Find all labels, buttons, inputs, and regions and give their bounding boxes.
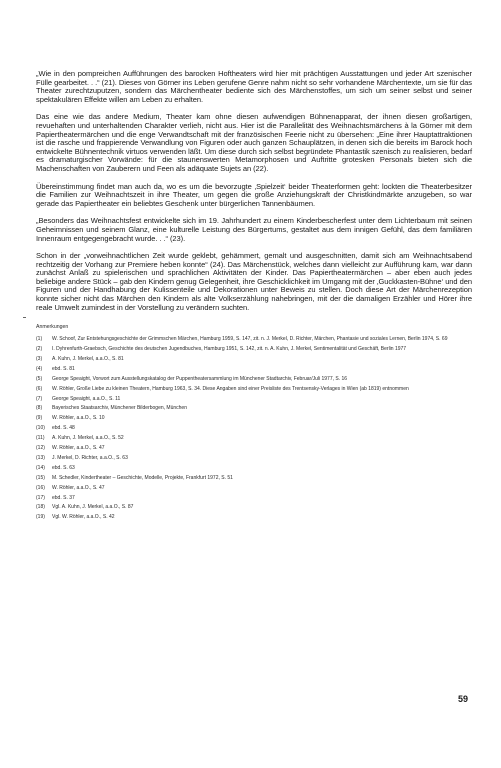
paragraph: „Wie in den pompreichen Aufführungen des barocken Hoftheaters wird hier mit prächtigen Ausstattungen und jeder Art szenischer Fülle gearbeitet. . .“ (21). Dieses von Görner ins Leben gerufene Genre nahm nicht so sehr vorhandene Märchentexte, um sie für das Theater zurechtzuputzen, sondern das Märchentheater bediente sich des Märchenstoffes, um sich um seiner selbst und seiner spektakulären Effekte willen am Leben zu erhalten. xyxy=(36,69,472,104)
page-number: 59 xyxy=(458,694,469,704)
note-number: (16) xyxy=(36,484,45,491)
note-item xyxy=(36,346,472,352)
note-item xyxy=(36,356,472,362)
notes-heading: Anmerkungen xyxy=(36,324,69,331)
note-item xyxy=(36,386,472,392)
note-text: W. Röhler, Große Liebe zu kleinen Theatern, Hamburg 1963, S. 34. Diese Angaben sind einer Preisliste des Trentsensky-Verlages in Wien (ab 1819) entnommen xyxy=(52,385,409,392)
body-text xyxy=(36,70,472,312)
note-text: A. Kuhn, J. Merkel, a.a.O., S. 52 xyxy=(52,435,124,442)
note-number: (19) xyxy=(36,514,45,521)
note-text: Vgl. W. Röhler, a.a.O., S. 42 xyxy=(52,514,115,521)
note-number: (11) xyxy=(36,435,45,442)
note-item xyxy=(36,455,472,461)
note-text: ebd. S. 48 xyxy=(52,425,75,432)
note-item xyxy=(36,475,472,481)
note-text: I. Dyhrenfurth-Graebsch, Geschichte des deutschen Jugendbuches, Hamburg 1951, S. 142, zit. n. A. Kuhn, J. Merkel, Sentimentalität und Geschäft, Berlin 1977 xyxy=(52,346,407,353)
note-text: A. Kuhn, J. Merkel, a.a.O., S. 81 xyxy=(52,356,124,363)
note-item xyxy=(36,366,472,372)
note-item xyxy=(36,514,472,520)
note-number: (13) xyxy=(36,454,45,461)
notes-list xyxy=(36,336,472,520)
note-item xyxy=(36,465,472,471)
note-text: George Speaight, Vorwort zum Ausstellungskatalog der Puppentheatersammlung im Münchener Stadtarchiv, Februar/Juli 1977, S. 16 xyxy=(52,375,348,382)
note-item xyxy=(36,405,472,411)
note-item xyxy=(36,504,472,510)
note-text: M. Schedler, Kindertheater – Geschichte, Modelle, Projekte, Frankfurt 1972, S. 51 xyxy=(52,474,233,481)
note-item xyxy=(36,396,472,402)
note-number: (17) xyxy=(36,494,45,501)
note-text: Vgl. A. Kuhn, J. Merkel, a.a.O., S. 87 xyxy=(52,504,134,511)
note-text: W. Röhler, a.a.O., S. 47 xyxy=(52,484,105,491)
note-number: (12) xyxy=(36,445,45,452)
note-number: (15) xyxy=(36,474,45,481)
note-text: George Speaight, a.a.O., S. 11 xyxy=(52,395,121,402)
margin-mark xyxy=(23,317,26,318)
note-number: (9) xyxy=(36,415,43,422)
note-text: ebd. S. 81 xyxy=(52,365,75,372)
note-text: W. Schoof, Zur Entstehungsgeschichte der Grimmschen Märchen, Hamburg 1959, S. 147, zit. n. J. Merkel, D. Richter, Märchen, Phantasie und soziales Lernen, Berlin 1974, S. 69 xyxy=(52,336,448,343)
note-number: (18) xyxy=(36,504,45,511)
note-text: ebd. S. 63 xyxy=(52,464,75,471)
note-number: (14) xyxy=(36,464,45,471)
note-number: (2) xyxy=(36,346,43,353)
note-number: (7) xyxy=(36,395,43,402)
note-text: Bayerisches Staatsarchiv, Münchener Bilderbogen, München xyxy=(52,405,187,412)
paragraph: Schon in der „vorweihnachtlichen Zeit wurde geklebt, gehämmert, gemalt und ausgeschnitten, damit sich am Weihnachtsabend rechtzeitig der Vorhang zur Premiere heben konnte“ (24). Das Märchenstück, welches dann vielleicht zur Aufführung kam, war dann zunächst Anlaß zu spielerischen und sprachlichen Aktivitäten der Kinder. Das Papiertheatermärchen – aber eben auch jedes beliebige andere Stück – gab den Kindern genug Gelegenheit, ihre Geschicklichkeit im Umgang mit der ‚Guckkasten-Bühne‘ und den Figuren und der Handhabung der Kulissenteile und Dekorationen unter Beweis zu stellen. Doch diese Art der Märchenrezeption konnte sicher nicht das Märchen den Kindern als alte Volkserzählung nahebringen, mit der die damaligen Erzähler und Hörer ihre reale Umwelt zumindest in der Vorstellung zu verändern suchten. xyxy=(36,251,472,312)
page-body xyxy=(36,70,472,524)
paragraph: „Besonders das Weihnachtsfest entwickelte sich im 19. Jahrhundert zu einem Kinderbescherfest unter dem Lichterbaum mit seinen Geheimnissen und seinem Glanz, eine kulturelle Leistung des Bürgertums, gestaltet aus dem innigen Gefühl, das dem familiären Innenraum entgegengebracht wurde. . .“ (23). xyxy=(36,216,472,243)
note-number: (3) xyxy=(36,356,43,363)
note-text: W. Röhler, a.a.O., S. 10 xyxy=(52,415,105,422)
note-number: (5) xyxy=(36,375,43,382)
note-item xyxy=(36,445,472,451)
note-number: (8) xyxy=(36,405,43,412)
note-number: (6) xyxy=(36,385,43,392)
note-item xyxy=(36,435,472,441)
note-text: W. Röhler, a.a.O., S. 47 xyxy=(52,445,105,452)
note-number: (1) xyxy=(36,336,43,343)
note-item xyxy=(36,425,472,431)
note-number: (10) xyxy=(36,425,45,432)
note-item xyxy=(36,485,472,491)
note-item xyxy=(36,495,472,501)
note-text: ebd. S. 37 xyxy=(52,494,75,501)
note-item xyxy=(36,336,472,342)
note-item xyxy=(36,376,472,382)
paragraph: Übereinstimmung findet man auch da, wo es um die bevorzugte ‚Spielzeit‘ beider Theaterformen geht: lockten die Theaterbesitzer die Familien zur Weihnachtszeit in ihre Theater, um gegen die große Anziehungskraft der Christkindmärkte anzugeben, so war gerade das Papiertheater ein beliebtes Geschenk unter bürgerlichen Tannenbäumen. xyxy=(36,181,472,208)
note-text: J. Merkel, D. Richter, a.a.O., S. 63 xyxy=(52,454,128,461)
paragraph: Das eine wie das andere Medium, Theater kam ohne diesen aufwendigen Bühnenapparat, der ihnen diesen großartigen, revuehaften und unterhaltenden Charakter verlieh, nicht aus. Hier ist die Parallelität des Weihnachtsmärchens à la Görner mit dem Papiertheatermärchen und die enge Verwandtschaft mit der französischen Feerie nicht zu übersehen: „Eine ihrer Hauptattraktionen ist die rasche und frappierende Verwandlung von Figuren oder auch ganzen Schauplätzen, in denen sich die bereits im Barock hoch entwickelte Bühnentechnik virtuos verwenden läßt. Um diese durch sich selbst begründete Phantastik szenisch zu realisieren, bedarf es dramaturgischer Vorwände: für die staunenswerten Metamorphosen und Auftritte grotesken Personals bieten sich die Machenschaften von Zauberern und Feen als adäquate Sujets an (22). xyxy=(36,112,472,173)
note-item xyxy=(36,415,472,421)
note-number: (4) xyxy=(36,365,43,372)
